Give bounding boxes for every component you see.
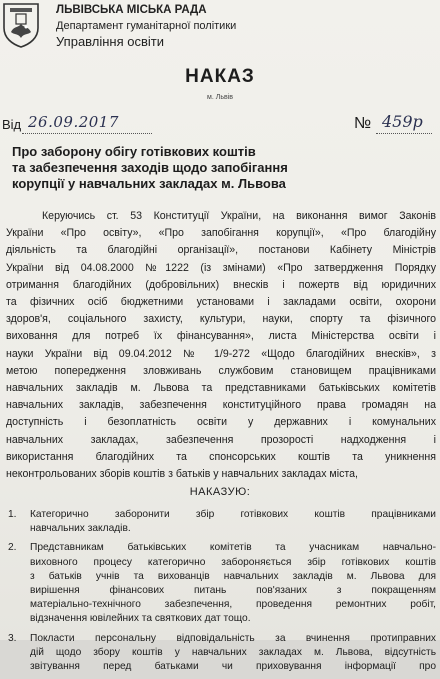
date-number-row [2, 113, 438, 137]
body-line: діяльність та благодійні організації», постанови Кабінету Міністрів [6, 244, 436, 257]
city-coat-of-arms-icon [2, 2, 40, 48]
body-line: України «Про освіту», «Про запобігання корупції», «Про благодійну [6, 227, 436, 240]
item-line: Категорично заборонити збір готівкових коштів працівниками [30, 509, 436, 520]
number-label: № [354, 115, 372, 132]
body-line: навчальних закладах, забезпечення прозорості надходження і [6, 433, 436, 446]
subject-line: Про заборону обігу готівкових коштів [12, 144, 256, 159]
subject-line: та забезпечення заходів щодо запобігання [12, 160, 288, 175]
item-line: вирішення фінансових питань пов'язаних з покращенням [30, 585, 436, 597]
council-name: ЛЬВІВСЬКА МІСЬКА РАДА [56, 4, 207, 16]
document-city: м. Львів [207, 94, 233, 101]
body-line: науки України від 09.04.2012 № 1/9-272 «Щодо благодійних внесків», з [6, 347, 436, 360]
item-line: Покласти персональну відповідальність за вчинення протиправних [30, 632, 436, 644]
body-line: отримання благодійних (добровільних) внесків і пожертв від юридичних [6, 278, 436, 291]
date-underline [22, 133, 152, 134]
subject-line: корупції у навчальних закладах м. Львова [12, 176, 286, 191]
document-subject [12, 144, 352, 192]
body-line: навчальних закладів, забезпечення конституційного права громадян на [6, 399, 436, 412]
item-number: 3. [8, 632, 17, 644]
body-line: Керуючись ст. 53 Конституції України, на виконання вимог Законів [42, 210, 436, 222]
item-line: дій щодо збору коштів у навчальних закладах м. Львова, відсутність [30, 646, 436, 658]
body-line: виховання для потреб їх фінансування», листа Міністерства освіти і [6, 330, 436, 343]
handwritten-date: 26.09.2017 [28, 113, 119, 131]
item-line: відзначення ювілейних та святкових дат тощо. [30, 613, 251, 625]
order-items [8, 508, 436, 679]
item-line: звітування перед батьками чи приховування інформації про [30, 661, 436, 673]
body-line: України від 04.08.2000 №1222 (із змінами) «Про затвердження Порядку [6, 261, 436, 274]
date-label: Від [2, 117, 22, 132]
order-item [8, 508, 436, 536]
item-number: 2. [8, 542, 17, 554]
body-line: доступність і безоплатність освіти у державних і комунальних [6, 416, 436, 429]
body-line: та фізичних осіб бюджетними установами і закладами освіти, охорони [6, 296, 436, 309]
handwritten-number: 459р [382, 112, 423, 131]
body-line: здоров'я, соціального захисту, культури, науки, спорту та фізичного [6, 313, 436, 326]
item-line: з батьків учнів та вихованців навчальних закладів м. Львова для [30, 570, 436, 582]
issuer-header [56, 2, 236, 50]
body-line: метою попередження зловживань службовим становищем працівниками [6, 364, 436, 377]
item-line: матеріально-технічного забезпечення, проведення ремонтних робіт, [30, 599, 436, 611]
order-item [8, 541, 436, 626]
item-number: 1. [8, 509, 17, 520]
office-name: Управління освіти [56, 34, 165, 49]
item-line: навчальних закладів. [30, 523, 131, 535]
order-heading: НАКАЗУЮ: [189, 486, 251, 498]
item-line: виховного процесу категорично забороняється збір готівкових коштів [30, 556, 436, 568]
preamble-paragraph [6, 208, 436, 483]
department-name: Департамент гуманітарної політики [56, 20, 237, 32]
body-line: навчальних закладів м. Львова та представниками батьківських комітетів [6, 382, 436, 395]
number-underline [376, 133, 432, 134]
body-line: неконтрольованих зборів коштів з батьків у навчальних закладах міста, [6, 468, 358, 481]
document-title: НАКАЗ [185, 66, 255, 87]
body-line: використання благодійних та спонсорських коштів та уникнення [6, 450, 436, 463]
item-line: Представникам батьківських комітетів та учасникам навчально- [30, 542, 436, 554]
order-item [8, 632, 436, 675]
